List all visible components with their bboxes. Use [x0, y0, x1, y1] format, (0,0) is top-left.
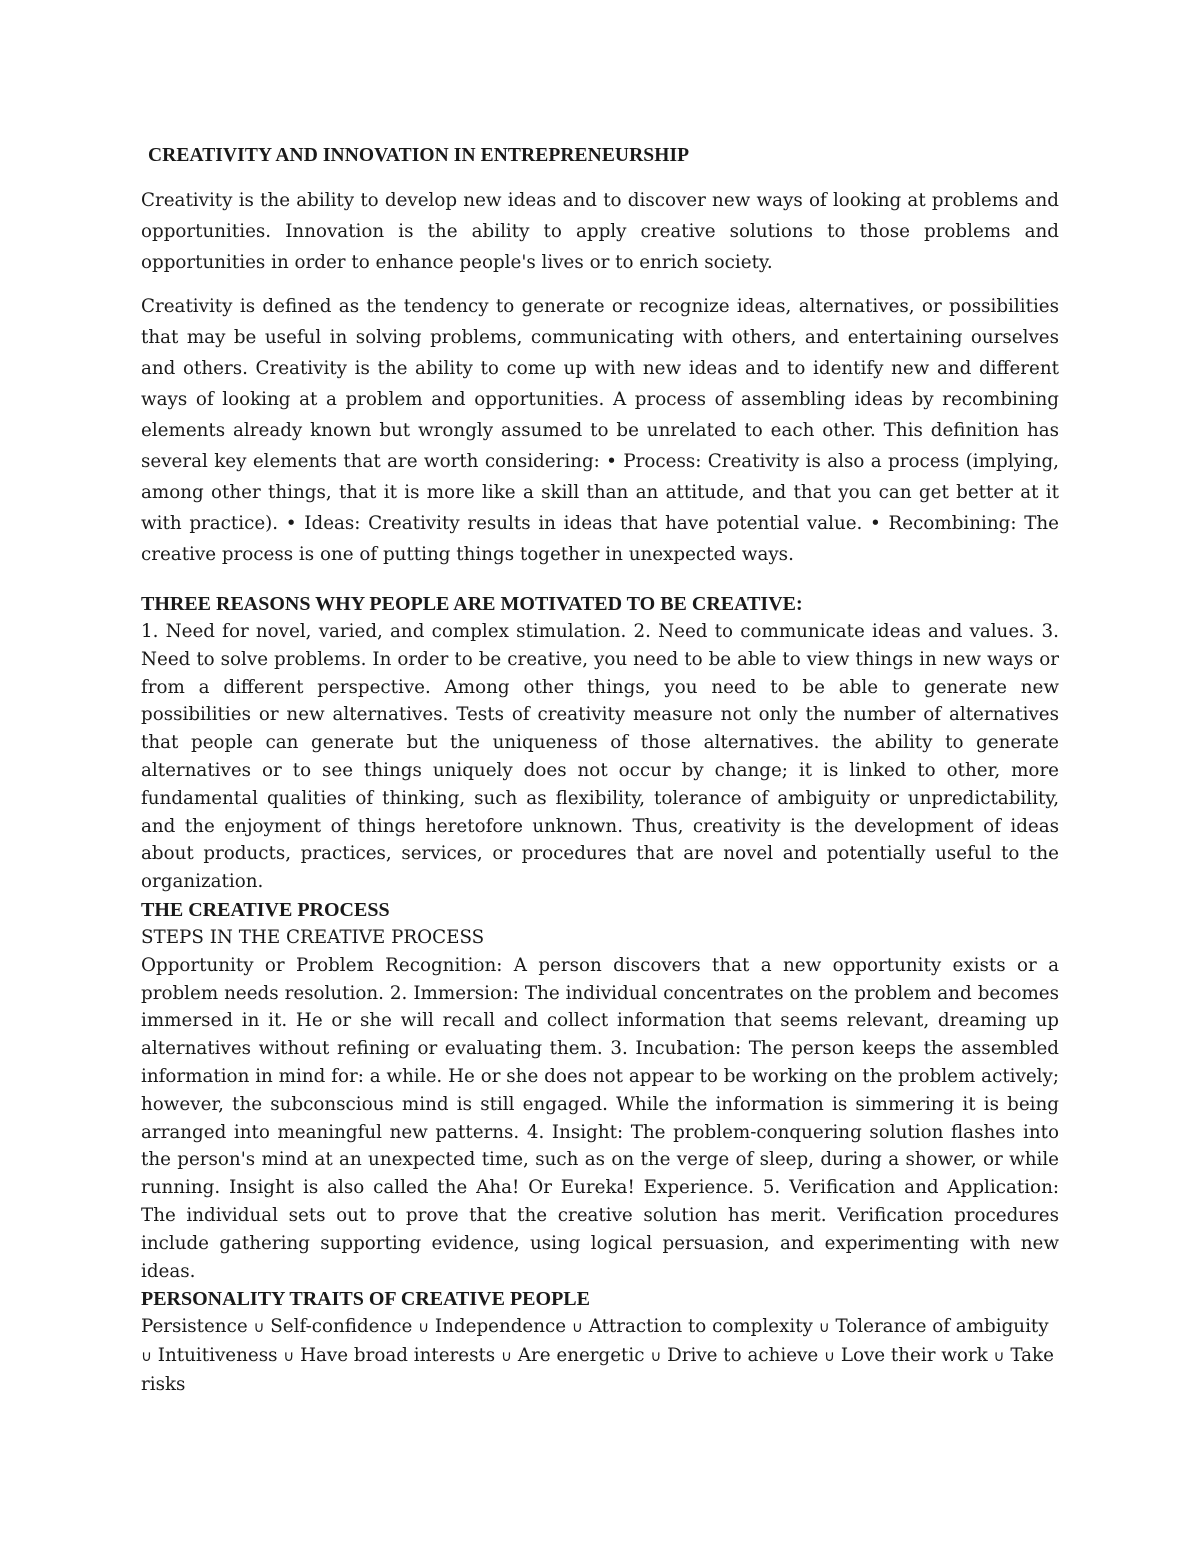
creative-process-heading: THE CREATIVE PROCESS — [141, 898, 390, 921]
trait-separator: ∪ — [824, 1347, 835, 1366]
intro-paragraph: Creativity is the ability to develop new ideas and to discover new ways of looking at problems and opportunities. Innovation is the ability to apply creative solutions to those problems and opportunities in order to enhance people's lives or to enrich society. — [141, 190, 1059, 273]
trait-item: Take risks — [141, 1345, 1054, 1395]
trait-separator: ∪ — [501, 1347, 512, 1366]
trait-item: Have broad interests — [300, 1345, 496, 1367]
document-title: CREATIVITY AND INNOVATION IN ENTREPRENEURSHIP — [148, 145, 690, 166]
steps-subheading: STEPS IN THE CREATIVE PROCESS — [141, 926, 485, 948]
trait-item: Tolerance of ambiguity — [835, 1316, 1049, 1338]
trait-separator: ∪ — [283, 1347, 295, 1366]
trait-separator: ∪ — [993, 1347, 1005, 1366]
steps-paragraph: Opportunity or Problem Recognition: A person discovers that a new opportunity exists or a problem needs resolution. 2. Immersion: The individual concentrates on the problem and becomes immersed in it. He or she will recall and collect information that seems relevant, dreaming up alternatives without refining or evaluating them. 3. Incubation: The person keeps the assembled information in mind for: a while. He or she does not appear to be working on the problem actively; however, the subconscious mind is still engaged. While the information is simmering it is being arranged into meaningful new patterns. 4. Insight: The problem-conquering solution flashes into the person's mind at an unexpected time, such as on the verge of sleep, during a shower, or while running. Insight is also called the Aha! Or Eureka! Experience. 5. Verification and Application: The individual sets out to prove that the creative solution has merit. Verification procedures include gathering supporting evidence, using logical persuasion, and experimenting with new ideas. — [141, 954, 1059, 1282]
trait-separator: ∪ — [571, 1318, 583, 1337]
trait-item: Independence — [434, 1316, 567, 1338]
reasons-paragraph: 1. Need for novel, varied, and complex stimulation. 2. Need to communicate ideas and values. 3. Need to solve problems. In order to be creative, you need to be able to view things in new ways or from a different perspective. Among other things, you need to be able to generate new possibilities or new alternatives. Tests of creativity measure not only the number of alternatives that people can generate but the uniqueness of those alternatives. the ability to generate alternatives or to see things uniquely does not occur by change; it is linked to other, more fundamental qualities of thinking, such as flexibility, tolerance of ambiguity or unpredictability, and the enjoyment of things heretofore unknown. Thus, creativity is the development of ideas about products, practices, services, or procedures that are novel and potentially useful to the organization. — [141, 621, 1059, 893]
trait-item: Persistence — [141, 1316, 248, 1338]
reasons-heading: THREE REASONS WHY PEOPLE ARE MOTIVATED TO BE CREATIVE: — [141, 593, 803, 615]
trait-item: Self-confidence — [270, 1316, 413, 1338]
trait-item: Love their work — [840, 1345, 988, 1367]
traits-heading: PERSONALITY TRAITS OF CREATIVE PEOPLE — [141, 1288, 590, 1311]
trait-separator: ∪ — [141, 1347, 152, 1366]
trait-separator: ∪ — [418, 1318, 430, 1337]
trait-separator: ∪ — [253, 1318, 265, 1337]
trait-separator: ∪ — [818, 1318, 830, 1337]
trait-item: Are energetic — [517, 1345, 645, 1367]
definition-paragraph: Creativity is defined as the tendency to generate or recognize ideas, alternatives, or possibilities that may be useful in solving problems, communicating with others, and entertaining ourselves and others. Creativity is the ability to come up with new ideas and to identify new and different ways of looking at a problem and opportunities. A process of assembling ideas by recombining elements already known but wrongly assumed to be unrelated to each other. This definition has several key elements that are worth considering: • Process: Creativity is also a process (implying, among other things, that it is more like a skill than an attitude, and that you can get better at it with practice). • Ideas: Creativity results in ideas that have potential value. • Recombining: The creative process is one of putting things together in unexpected ways. — [141, 296, 1059, 565]
trait-item: Drive to achieve — [667, 1345, 819, 1367]
trait-item: Attraction to complexity — [588, 1316, 813, 1338]
document-page — [141, 140, 1059, 1399]
trait-item: Intuitiveness — [157, 1345, 278, 1367]
trait-separator: ∪ — [650, 1347, 662, 1366]
traits-list — [141, 1313, 1059, 1398]
